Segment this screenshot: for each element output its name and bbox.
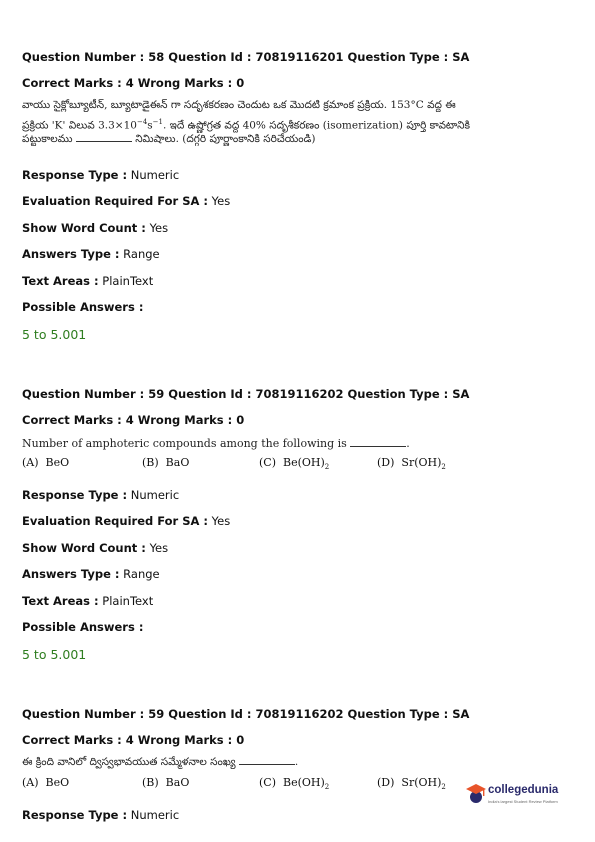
question-text-line-2	[22, 115, 470, 133]
response-type	[22, 808, 179, 822]
answer-blank	[350, 437, 406, 447]
question-text-line: ఈ క్రింది వానిలో ద్విస్వభావయుత సమ్మేళనాల సంఖ్య .	[22, 756, 299, 768]
collegedunia-logo	[466, 780, 576, 810]
text-areas	[22, 274, 153, 288]
question-text-line-1	[22, 98, 456, 112]
option-key: (B)	[142, 776, 159, 789]
possible-answers-value: 5 to 5.001	[22, 647, 87, 662]
exponent: −4	[136, 118, 148, 126]
question-text: . ఇదే ఉష్ణోగ్రత వద్ద 40% సదృశీకరణం (isomerization) పూర్తి కావటానికి	[163, 119, 470, 132]
option-value: Sr(OH)	[401, 456, 442, 469]
response-type	[22, 168, 179, 182]
text-areas	[22, 594, 153, 608]
option-d	[377, 776, 446, 791]
option-a	[22, 776, 69, 789]
field-value: Numeric	[130, 808, 180, 822]
exponent: −1	[152, 118, 163, 126]
field-label: Show Word Count :	[22, 221, 146, 235]
field-value: Yes	[211, 194, 231, 208]
question-text: వాయు సైక్లోబ్యూటీన్, బ్యూటాడైఈన్ గా సదృశకరణం చెందుట ఒక మొదటి క్రమాంక ప్రక్రియ. 153°C వద్ద ఈ	[22, 99, 456, 111]
field-label: Answers Type :	[22, 567, 120, 581]
option-value: BeO	[45, 456, 70, 469]
subscript: 2	[441, 463, 446, 472]
field-value: Numeric	[130, 168, 180, 182]
option-key: (A)	[22, 456, 39, 469]
field-value: Yes	[149, 541, 169, 555]
field-label: Response Type :	[22, 488, 128, 502]
option-key: (C)	[259, 776, 276, 789]
evaluation-required	[22, 514, 230, 528]
option-key: (C)	[259, 456, 276, 469]
answer-blank	[239, 755, 295, 765]
logo-tagline: India's largest Student Review Platform	[488, 799, 558, 804]
marks-line: Correct Marks : 4 Wrong Marks : 0	[22, 733, 245, 747]
options-row	[22, 456, 462, 470]
field-value: Yes	[211, 514, 231, 528]
field-value: Numeric	[130, 488, 180, 502]
question-text-line-3	[22, 132, 315, 146]
subscript: 2	[441, 783, 446, 792]
option-value: Be(OH)	[283, 776, 325, 789]
possible-answers-label: Possible Answers :	[22, 620, 144, 634]
option-value: BaO	[165, 456, 190, 469]
response-type	[22, 488, 179, 502]
marks-line: Correct Marks : 4 Wrong Marks : 0	[22, 413, 245, 427]
field-value: Range	[123, 567, 160, 581]
option-c	[259, 776, 329, 791]
option-b	[142, 776, 189, 789]
option-key: (D)	[377, 456, 395, 469]
option-key: (B)	[142, 456, 159, 469]
option-a	[22, 456, 69, 469]
field-label: Answers Type :	[22, 247, 120, 261]
marks-line: Correct Marks : 4 Wrong Marks : 0	[22, 76, 245, 90]
question-text: ఈ క్రింది వానిలో ద్విస్వభావయుత సమ్మేళనాల సంఖ్య	[22, 756, 236, 768]
show-word-count	[22, 221, 168, 235]
option-b	[142, 456, 189, 469]
field-value: PlainText	[102, 594, 154, 608]
question-header: Question Number : 59 Question Id : 70819116202 Question Type : SA	[22, 387, 470, 401]
subscript: 2	[324, 463, 330, 472]
question-text: నిమిషాలు. (దగ్గరి పూర్ణాంకానికి సరిచేయండి)	[135, 133, 316, 145]
field-label: Show Word Count :	[22, 541, 146, 555]
field-label: Evaluation Required For SA :	[22, 514, 209, 528]
option-key: (A)	[22, 776, 39, 789]
possible-answers-label: Possible Answers :	[22, 300, 144, 314]
field-value: Yes	[149, 221, 169, 235]
question-text: పట్టుకాలము	[22, 133, 73, 145]
logo-name: collegedunia	[488, 784, 559, 796]
question-header: Question Number : 58 Question Id : 70819116201 Question Type : SA	[22, 50, 470, 64]
question-text: Number of amphoteric compounds among the following is	[22, 437, 347, 450]
question-text: ప్రక్రియ 'K' విలువ 3.3×10	[22, 119, 137, 132]
evaluation-required	[22, 194, 230, 208]
option-c	[259, 456, 329, 471]
field-value: PlainText	[102, 274, 154, 288]
option-value: BaO	[165, 776, 190, 789]
field-label: Response Type :	[22, 168, 128, 182]
graduation-cap-icon	[466, 782, 486, 806]
field-label: Text Areas :	[22, 274, 99, 288]
option-value: BeO	[45, 776, 70, 789]
option-value: Be(OH)	[283, 456, 325, 469]
possible-answers-value: 5 to 5.001	[22, 327, 87, 342]
options-row	[22, 776, 462, 790]
option-d	[377, 456, 446, 471]
question-header: Question Number : 59 Question Id : 70819116202 Question Type : SA	[22, 707, 470, 721]
answer-blank	[76, 132, 132, 142]
field-label: Text Areas :	[22, 594, 99, 608]
answers-type	[22, 567, 160, 581]
field-value: Range	[123, 247, 160, 261]
show-word-count	[22, 541, 168, 555]
field-label: Evaluation Required For SA :	[22, 194, 209, 208]
option-value: Sr(OH)	[401, 776, 442, 789]
subscript: 2	[324, 783, 330, 792]
answers-type	[22, 247, 160, 261]
field-label: Response Type :	[22, 808, 128, 822]
question-text-line: Number of amphoteric compounds among the following is .	[22, 437, 410, 450]
option-key: (D)	[377, 776, 395, 789]
unit: s	[147, 119, 153, 132]
